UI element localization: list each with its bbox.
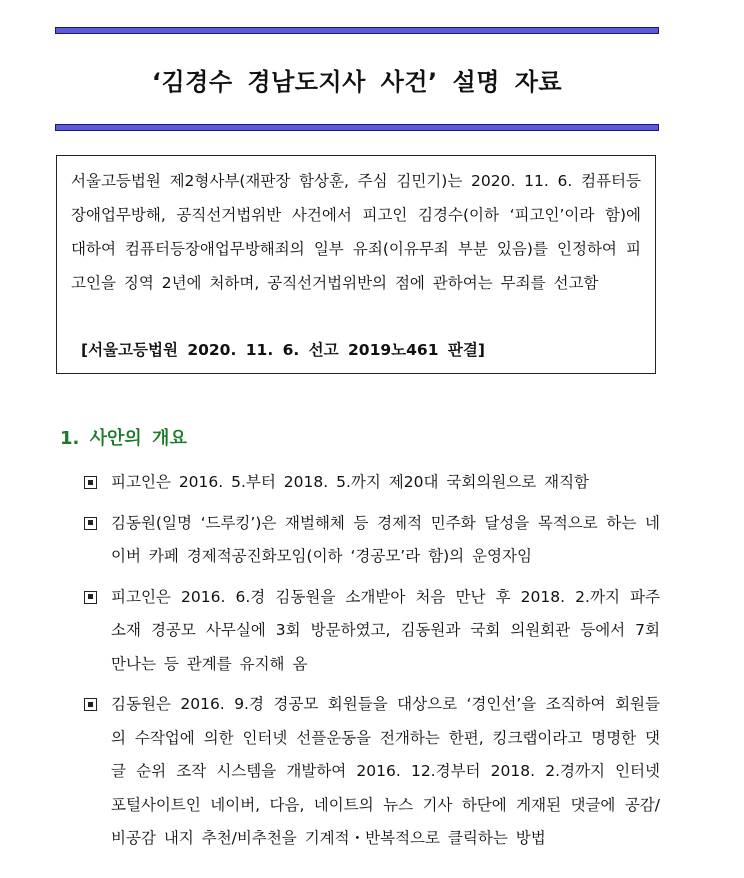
summary-box <box>56 155 656 374</box>
list-item <box>84 688 660 856</box>
list-item <box>84 581 660 682</box>
list-item <box>84 466 660 500</box>
summary-text: 서울고등법원 제2형사부(재판장 함상훈, 주심 김민기)는 2020. 11. 6. 컴퓨터등장애업무방해, 공직선거법위반 사건에서 피고인 김경수(이하 ‘피고인’이라 함)에 대하여 컴퓨터등장애업무방해죄의 일부 유죄(이유무죄 부분 있음)를 인정하여 피고인을 징역 2년에 처하며, 공직선거법위반의 점에 관하여는 무죄를 선고함 <box>71 172 641 292</box>
square-bullet-icon <box>84 591 97 604</box>
page-title: ‘김경수 경남도지사 사건’ 설명 자료 <box>151 68 563 96</box>
list-item <box>84 507 660 574</box>
bullet-text: 피고인은 2016. 6.경 김동원을 소개받아 처음 만난 후 2018. 2.까지 파주 소재 경공모 사무실에 3회 방문하였고, 김동원과 국회 의원회관 등에서 7회 만나는 등 관계를 유지해 옴 <box>111 587 660 673</box>
title-top-rule <box>55 27 659 34</box>
bullet-text: 피고인은 2016. 5.부터 2018. 5.까지 제20대 국회의원으로 재직함 <box>111 473 590 491</box>
bullet-text: 김동원(일명 ‘드루킹’)은 재벌해체 등 경제적 민주화 달성을 목적으로 하는 네이버 카페 경제적공진화모임(이하 ‘경공모’라 함)의 운영자임 <box>111 513 660 565</box>
bullet-text: 김동원은 2016. 9.경 경공모 회원들을 대상으로 ‘경인선’을 조직하여 회원들의 수작업에 의한 인터넷 선플운동을 전개하는 한편, 킹크랩이라고 명명한 댓글 순위 조작 시스템을 개발하여 2016. 12.경부터 2018. 2.경까지 인터넷 포털사이트인 네이버, 다음, 네이트의 뉴스 기사 하단에 게재된 댓글에 공감/비공감 내지 추천/비추천을 기계적・반복적으로 클릭하는 방법 <box>111 695 660 847</box>
square-bullet-icon <box>84 476 97 489</box>
bullet-list <box>84 466 660 863</box>
square-bullet-icon <box>84 698 97 711</box>
square-bullet-icon <box>84 517 97 530</box>
title-bottom-rule <box>55 124 659 131</box>
summary-reference: [서울고등법원 2020. 11. 6. 선고 2019노461 판결] <box>81 341 485 359</box>
section-heading: 1. 사안의 개요 <box>60 428 187 449</box>
